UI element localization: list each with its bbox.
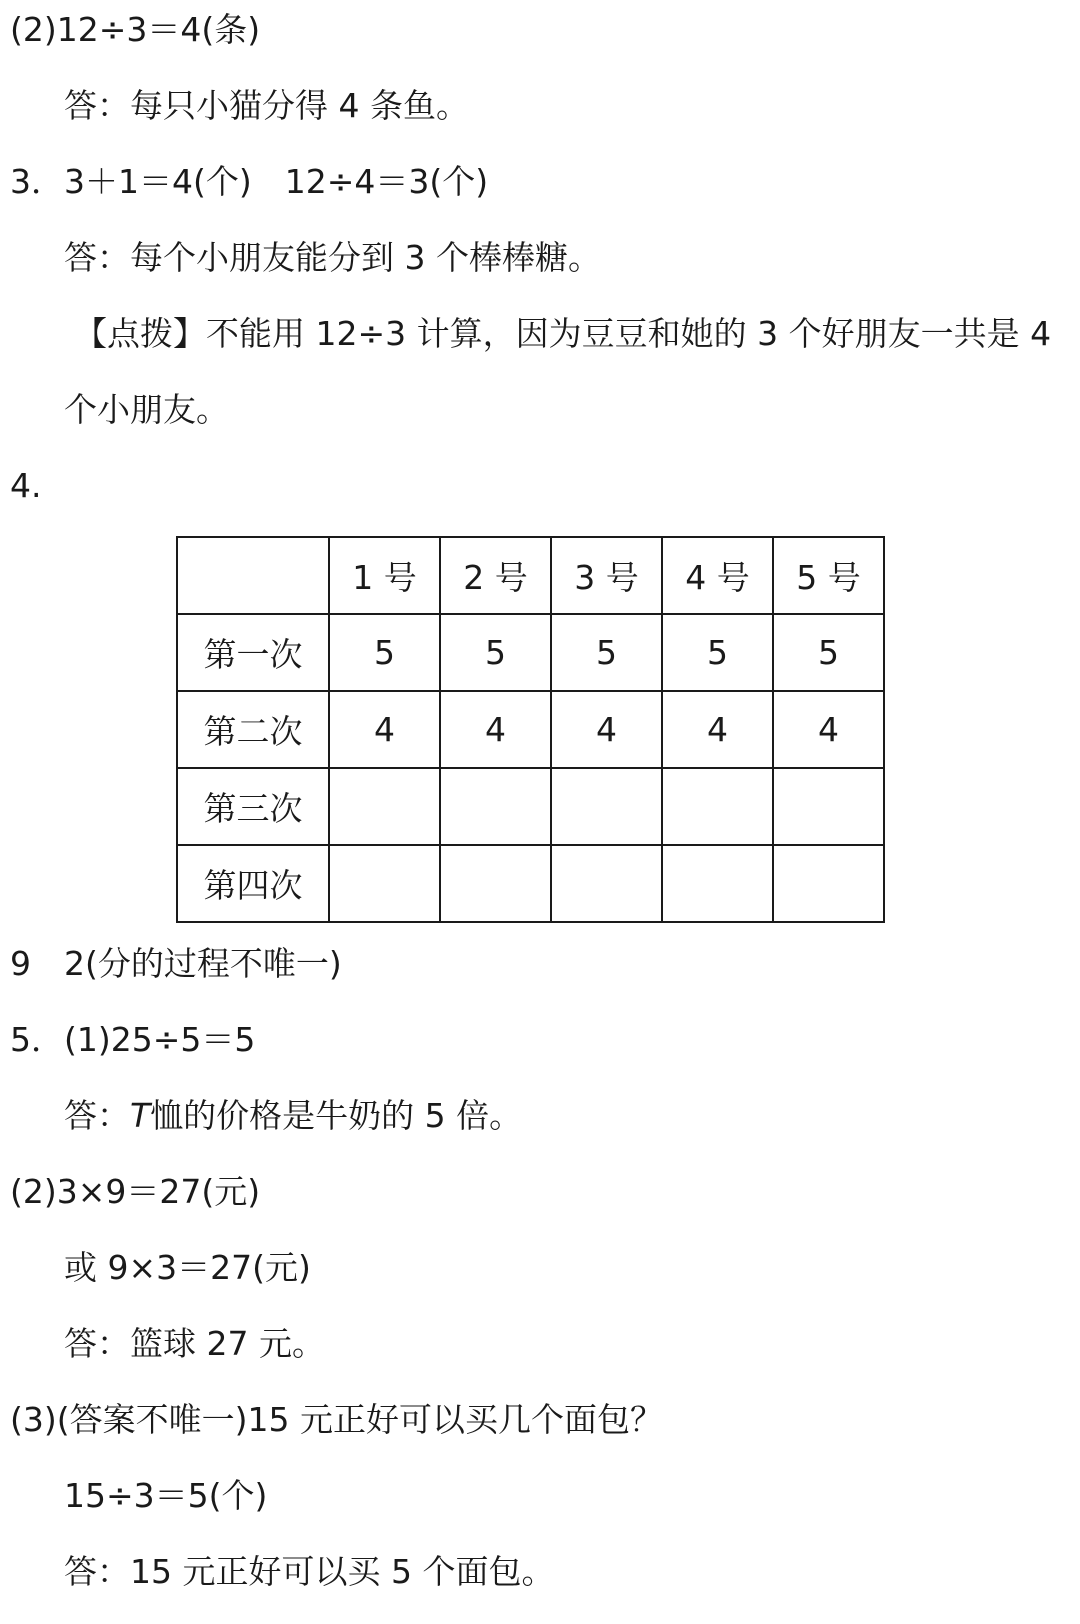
answer-line-2-2: (2)12÷3＝4(条) xyxy=(10,10,261,49)
question-4-label: 4. xyxy=(10,466,42,505)
table-cell: 4 xyxy=(551,691,662,768)
table-cell: 4 xyxy=(440,691,551,768)
table-cell: 5 xyxy=(551,614,662,691)
answer-prefix: 答： xyxy=(64,1096,130,1135)
distribution-table xyxy=(176,536,885,923)
table-cell: 5 xyxy=(773,614,884,691)
table-cell: 5 xyxy=(329,614,440,691)
table-corner-cell xyxy=(177,537,329,614)
table-row xyxy=(177,845,884,922)
table-cell: 4 xyxy=(773,691,884,768)
hint-text: 【点拨】不能用 12÷3 计算，因为豆豆和她的 3 个好朋友一共是 4 xyxy=(74,314,1052,353)
table-cell: 5 xyxy=(662,614,773,691)
row-label: 第二次 xyxy=(177,691,329,768)
alt-calc: 或 9×3＝27(元) xyxy=(64,1248,311,1287)
answer-basketball: 答：篮球 27 元。 xyxy=(64,1324,325,1363)
table-cell xyxy=(329,768,440,845)
table-cell xyxy=(662,768,773,845)
table-header-cell: 1 号 xyxy=(329,537,440,614)
table-cell: 4 xyxy=(329,691,440,768)
question-5-3: (3)(答案不唯一)15 元正好可以买几个面包？ xyxy=(10,1400,663,1439)
answer-tshirt xyxy=(64,1096,522,1136)
table-cell: 5 xyxy=(440,614,551,691)
row-label: 第四次 xyxy=(177,845,329,922)
answer-bread: 答：15 元正好可以买 5 个面包。 xyxy=(64,1552,555,1591)
table-cell xyxy=(773,768,884,845)
row-label: 第三次 xyxy=(177,768,329,845)
table-cell xyxy=(329,845,440,922)
table-cell xyxy=(773,845,884,922)
answer-tshirt-rest: 恤的价格是牛奶的 5 倍。 xyxy=(150,1096,523,1135)
table-cell xyxy=(551,845,662,922)
table-cell xyxy=(662,845,773,922)
table-row xyxy=(177,768,884,845)
table-header-cell: 3 号 xyxy=(551,537,662,614)
question-3-calc: 3．3＋1＝4(个) 12÷4＝3(个) xyxy=(10,162,489,201)
table-header-cell: 4 号 xyxy=(662,537,773,614)
table-header-row xyxy=(177,537,884,614)
table-cell: 4 xyxy=(662,691,773,768)
answer-candy: 答：每个小朋友能分到 3 个棒棒糖。 xyxy=(64,238,601,277)
answer-fish: 答：每只小猫分得 4 条鱼。 xyxy=(64,86,469,125)
hint-text-cont: 个小朋友。 xyxy=(64,390,229,429)
row-label: 第一次 xyxy=(177,614,329,691)
table-cell xyxy=(551,768,662,845)
table-row xyxy=(177,691,884,768)
bread-calc: 15÷3＝5(个) xyxy=(64,1476,268,1515)
table-result-line: 9 2(分的过程不唯一) xyxy=(10,944,342,983)
table-row xyxy=(177,614,884,691)
t-letter: T xyxy=(130,1096,151,1135)
table-cell xyxy=(440,768,551,845)
table-header-cell: 2 号 xyxy=(440,537,551,614)
question-5-calc: 5．(1)25÷5＝5 xyxy=(10,1020,256,1059)
table-header-cell: 5 号 xyxy=(773,537,884,614)
table-cell xyxy=(440,845,551,922)
question-5-2-calc: (2)3×9＝27(元) xyxy=(10,1172,261,1211)
